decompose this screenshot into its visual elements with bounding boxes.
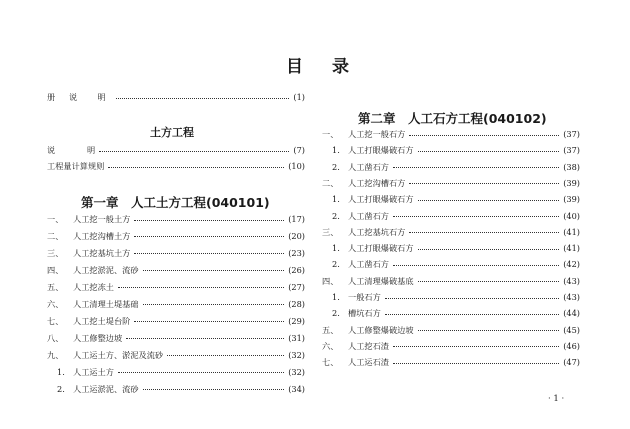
toc-page: (27) (288, 281, 305, 292)
leader-dots (134, 220, 284, 221)
toc-page: (42) (563, 259, 580, 270)
leader-dots (143, 270, 285, 271)
toc-label: 人工挖石渣 (348, 340, 389, 351)
toc-label: 人工挖沟槽土方 (73, 230, 131, 241)
toc-entry[interactable] (322, 274, 580, 288)
toc-entry[interactable] (47, 159, 305, 173)
leader-dots (116, 98, 290, 99)
toc-entry[interactable] (322, 355, 580, 369)
toc-label: 人工修整爆破边坡 (348, 324, 414, 335)
toc-entry[interactable] (322, 290, 580, 304)
leader-dots (409, 135, 559, 136)
leader-dots (418, 249, 560, 250)
toc-num: 四、 (322, 275, 339, 286)
toc-entry[interactable] (322, 241, 580, 255)
toc-label: 人工凿石方 (348, 210, 389, 221)
toc-entry[interactable] (47, 365, 305, 379)
toc-page: (44) (563, 308, 580, 319)
toc-entry[interactable] (47, 212, 305, 226)
toc-label: 人工运淤泥、流砂 (73, 383, 139, 394)
toc-num: 说 (47, 145, 56, 155)
leader-dots (393, 167, 559, 168)
leader-dots (418, 151, 560, 152)
toc-entry[interactable] (47, 331, 305, 345)
toc-label: 人工挖一般土方 (73, 214, 131, 224)
leader-dots (126, 338, 284, 339)
toc-label: 说 明 (69, 92, 112, 102)
title-char-2: 录 (332, 57, 349, 77)
toc-page: (1) (293, 92, 305, 102)
leader-dots (393, 216, 559, 217)
toc-num: 三、 (322, 226, 339, 237)
leader-dots (167, 355, 284, 356)
toc-label: 人工挖基坑土方 (73, 247, 131, 258)
chapter-title: 第一章 人工土方工程(040101) (81, 195, 270, 210)
toc-label: 人工凿石方 (348, 259, 389, 270)
toc-label: 人工挖基坑石方 (348, 226, 406, 237)
toc-num: 四、 (47, 264, 64, 275)
toc-num: 1. (332, 194, 340, 205)
toc-entry[interactable] (322, 339, 580, 353)
toc-label: 人工挖淤泥、流砂 (73, 264, 139, 275)
toc-num: 册 (47, 92, 56, 102)
toc-num: 2. (57, 383, 65, 394)
leader-dots (385, 314, 559, 315)
toc-label: 人工打眼爆破石方 (348, 145, 414, 156)
toc-page: (10) (288, 161, 305, 171)
toc-page: (41) (563, 226, 580, 237)
toc-num: 2. (332, 210, 340, 221)
toc-label: 人工打眼爆破石方 (348, 243, 414, 254)
toc-num: 二、 (322, 177, 339, 188)
toc-label: 人工打眼爆破石方 (348, 194, 414, 205)
toc-page: (28) (288, 298, 305, 309)
toc-page: (34) (288, 383, 305, 394)
toc-num: 六、 (47, 298, 64, 309)
toc-entry[interactable] (47, 280, 305, 294)
toc-entry[interactable] (47, 297, 305, 311)
leader-dots (418, 281, 560, 282)
toc-label: 人工运石渣 (348, 357, 389, 368)
toc-num: 七、 (322, 357, 339, 368)
toc-label: 人工挖一般石方 (348, 129, 406, 139)
toc-num: 六、 (322, 340, 339, 351)
chapter-title: 第二章 人工石方工程(040102) (358, 111, 547, 126)
toc-entry[interactable] (322, 176, 580, 190)
leader-dots (418, 330, 560, 331)
toc-page: (45) (563, 324, 580, 335)
toc-entry[interactable] (322, 225, 580, 239)
toc-num: 2. (332, 308, 340, 319)
toc-page: (31) (288, 332, 305, 343)
toc-label: 人工凿石方 (348, 161, 389, 172)
toc-page: (38) (563, 161, 580, 172)
toc-label: 槽坑石方 (348, 308, 381, 319)
leader-dots (143, 304, 285, 305)
toc-entry[interactable] (47, 229, 305, 243)
toc-entry[interactable] (47, 143, 305, 157)
toc-page: (20) (288, 230, 305, 241)
toc-label: 工程量计算规则 (47, 161, 105, 171)
toc-page: (32) (288, 349, 305, 360)
toc-page: (26) (288, 264, 305, 275)
leader-dots (418, 200, 560, 201)
toc-num: 一、 (322, 129, 339, 139)
toc-entry[interactable] (47, 263, 305, 277)
leader-dots (118, 287, 284, 288)
leader-dots (393, 363, 559, 364)
leader-dots (409, 183, 559, 184)
toc-num: 九、 (47, 349, 64, 360)
toc-page: (32) (288, 366, 305, 377)
leader-dots (108, 167, 284, 168)
toc-num: 二、 (47, 230, 64, 241)
toc-page: (40) (563, 210, 580, 221)
toc-num: 1. (332, 243, 340, 254)
section-heading: 土方工程 (150, 126, 194, 139)
toc-num: 五、 (322, 324, 339, 335)
leader-dots (409, 232, 559, 233)
toc-label: 人工运土方、淤泥及流砂 (73, 349, 164, 360)
toc-label: 人工挖土堤台阶 (73, 315, 131, 326)
toc-label: 人工清理爆破基底 (348, 275, 414, 286)
toc-page: (37) (563, 145, 580, 156)
toc-entry[interactable] (47, 382, 305, 396)
toc-entry[interactable] (322, 127, 580, 141)
toc-label: 人工清理土堤基础 (73, 298, 139, 309)
toc-label: 一般石方 (348, 292, 381, 302)
toc-num: 一、 (47, 214, 64, 224)
toc-page: (43) (563, 275, 580, 286)
toc-num: 1. (332, 292, 340, 302)
toc-page: (7) (293, 145, 305, 155)
leader-dots (143, 389, 285, 390)
leader-dots (134, 236, 284, 237)
toc-entry[interactable] (322, 323, 580, 337)
leader-dots (134, 321, 284, 322)
toc-page: (43) (563, 292, 580, 302)
toc-num: 三、 (47, 247, 64, 258)
toc-page: (17) (288, 214, 305, 224)
leader-dots (134, 253, 284, 254)
toc-num: 1. (57, 366, 65, 377)
toc-page: (23) (288, 247, 305, 258)
toc-page: (39) (563, 194, 580, 205)
toc-num: 八、 (47, 332, 64, 343)
toc-page: (41) (563, 243, 580, 254)
leader-dots (393, 265, 559, 266)
toc-page: (37) (563, 129, 580, 139)
leader-dots (393, 346, 559, 347)
toc-page: (39) (563, 177, 580, 188)
toc-page: (47) (563, 357, 580, 368)
toc-entry[interactable] (47, 246, 305, 260)
toc-entry[interactable] (47, 348, 305, 362)
toc-label: 明 (87, 145, 96, 155)
leader-dots (99, 151, 289, 152)
toc-label: 人工挖沟槽石方 (348, 177, 406, 188)
toc-num: 五、 (47, 281, 64, 292)
toc-page: (29) (288, 315, 305, 326)
toc-label: 人工运土方 (73, 366, 114, 377)
toc-entry[interactable] (322, 209, 580, 223)
toc-entry[interactable] (322, 257, 580, 271)
leader-dots (118, 372, 284, 373)
title-char-1: 目 (286, 57, 303, 77)
toc-label: 人工挖冻土 (73, 281, 114, 292)
toc-entry[interactable] (47, 90, 305, 104)
leader-dots (385, 298, 559, 299)
toc-num: 七、 (47, 315, 64, 326)
page-number: · 1 · (548, 394, 565, 404)
toc-entry[interactable] (322, 306, 580, 320)
toc-page: (46) (563, 340, 580, 351)
toc-entry[interactable] (47, 314, 305, 328)
toc-entry[interactable] (322, 192, 580, 206)
toc-num: 1. (332, 145, 340, 156)
toc-num: 2. (332, 259, 340, 270)
toc-num: 2. (332, 161, 340, 172)
toc-label: 人工修整边坡 (73, 332, 123, 343)
toc-entry[interactable] (322, 143, 580, 157)
toc-entry[interactable] (322, 160, 580, 174)
